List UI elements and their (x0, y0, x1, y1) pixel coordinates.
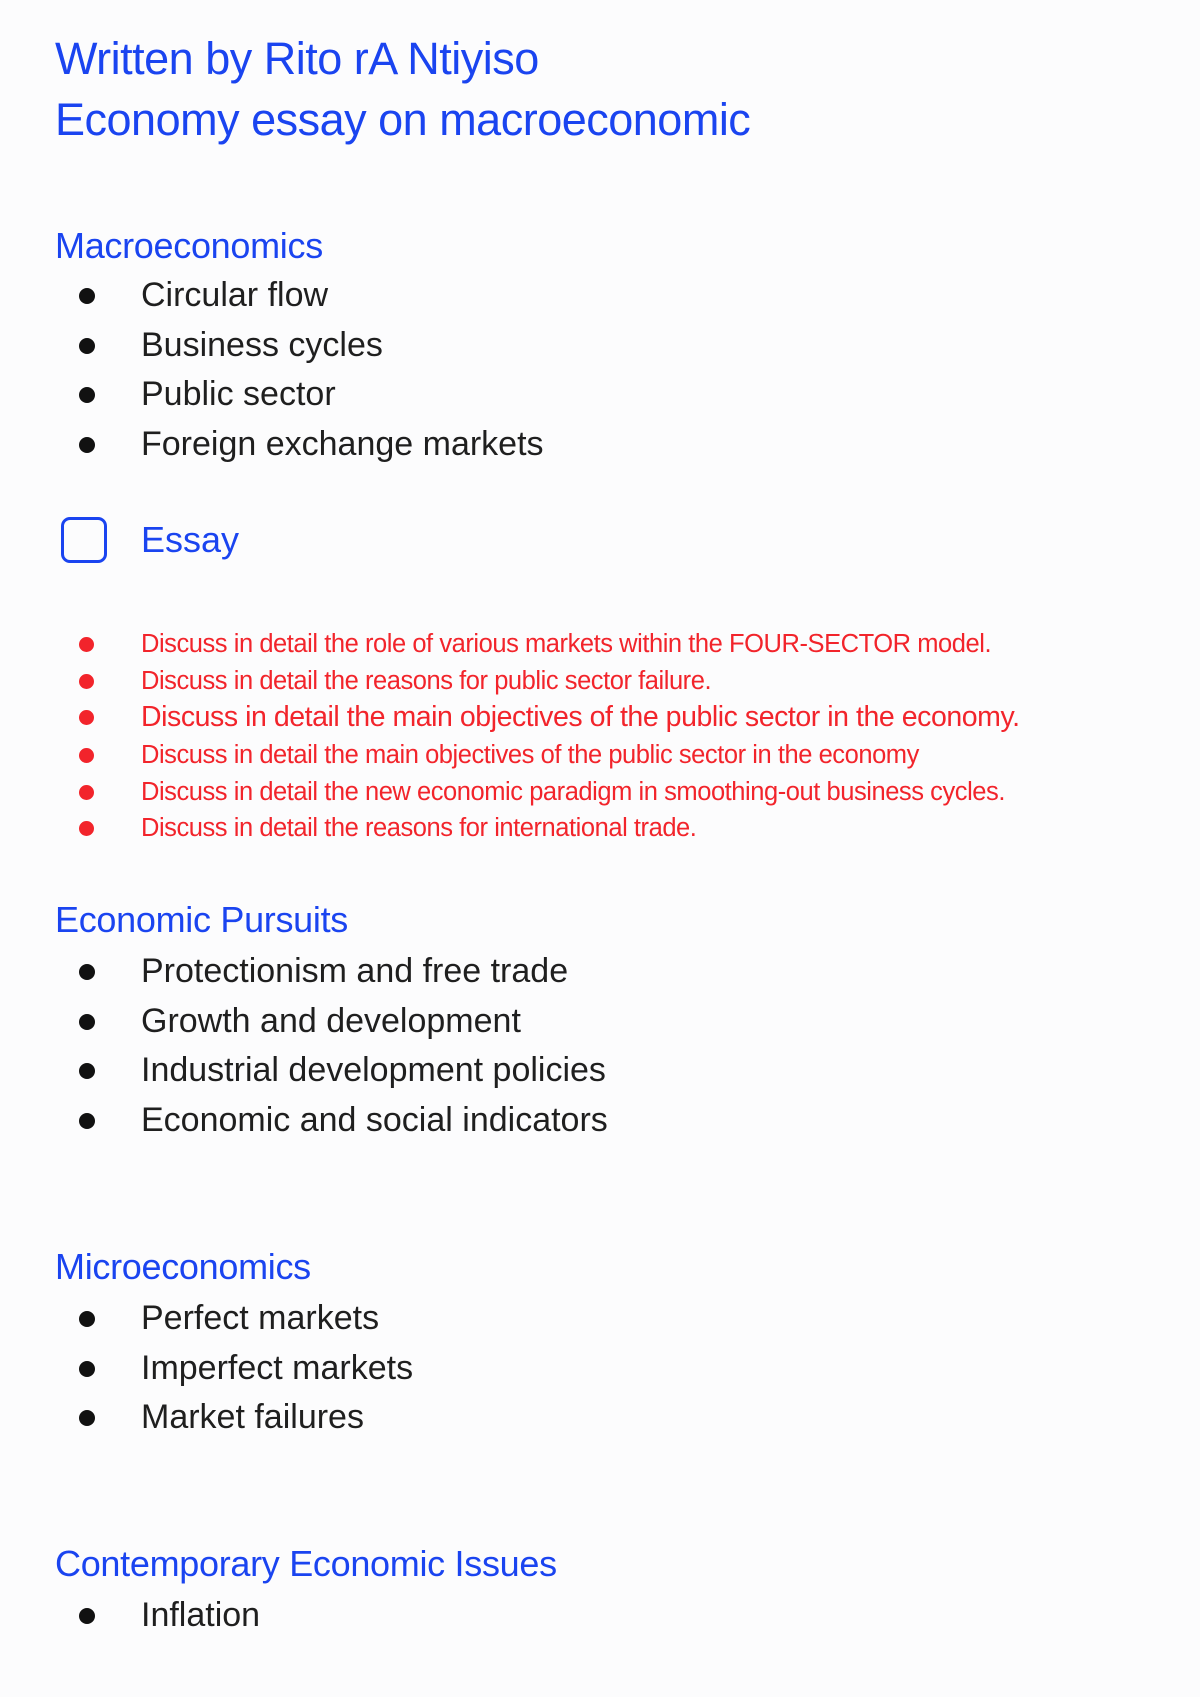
essay-checkbox[interactable] (61, 517, 107, 563)
bullet-icon (79, 437, 95, 453)
bullet-icon (79, 1410, 95, 1426)
bullet-icon (79, 288, 95, 304)
essay-checkbox-label: Essay (141, 519, 240, 560)
author-title: Written by Rito rA Ntiyiso (55, 33, 539, 84)
section-heading-contemporary-economic-issues: Contemporary Economic Issues (55, 1543, 557, 1584)
red-bullet-icon (79, 674, 94, 689)
bullet-icon (79, 1014, 95, 1030)
section-heading-economic-pursuits: Economic Pursuits (55, 899, 349, 940)
bullet-icon (79, 964, 95, 980)
bullet-icon (79, 338, 95, 354)
red-bullet-icon (79, 637, 94, 652)
bullet-icon (79, 387, 95, 403)
section-heading-macroeconomics: Macroeconomics (55, 225, 323, 266)
bullet-icon (79, 1311, 95, 1327)
document-page: Written by Rito rA Ntiyiso Economy essay on macroeconomic Macroeconomics Circular flow Business cycles Public sector Foreign exchange markets Essay Discuss in detail the role of various markets within the FOUR-SECTOR model. Discuss in detail the reasons for public sector failure. Discuss in detail the main objectives of the public sector in the economy. Discuss in detail the main objectives of the public sector in the economy Discuss in detail the new economic paradigm in smoothing-out business cycles. Discuss in detail the reasons for international trade. Economic Pursuits Protectionism and free trade Growth and development Industrial development policies Economic and social indicators Microeconomics Perfect markets Imperfect markets Market failures Contemporary Economic Issues Inflation (0, 0, 1200, 1697)
essay-checkbox-row[interactable] (0, 517, 400, 573)
section-heading-microeconomics: Microeconomics (55, 1246, 311, 1287)
red-bullet-icon (79, 821, 94, 836)
red-bullet-icon (79, 748, 94, 763)
bullet-icon (79, 1113, 95, 1129)
essay-title: Economy essay on macroeconomic (55, 94, 751, 145)
red-bullet-icon (79, 785, 94, 800)
bullet-icon (79, 1608, 95, 1624)
bullet-icon (79, 1063, 95, 1079)
red-bullet-icon (79, 710, 94, 725)
bullet-icon (79, 1361, 95, 1377)
